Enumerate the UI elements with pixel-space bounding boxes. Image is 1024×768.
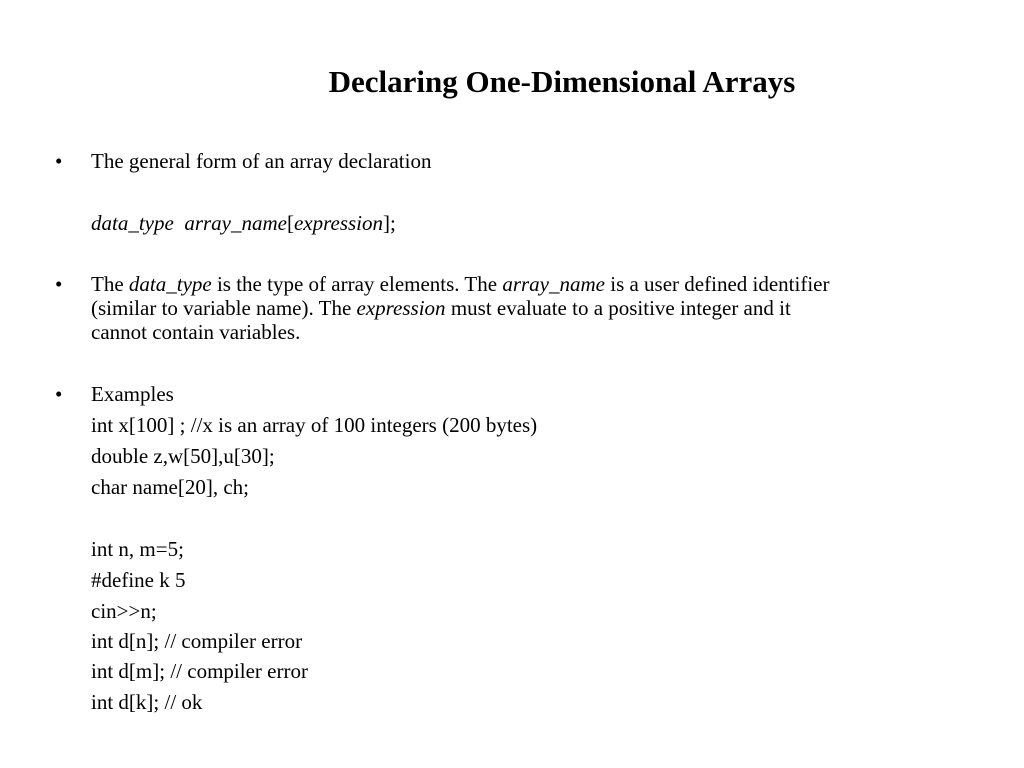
bullet-2-line-2-post: must evaluate to a positive integer and it xyxy=(445,296,791,320)
bullet-2-line-2 xyxy=(91,296,1011,320)
bullet-2-line-1-mid: is the type of array elements. The xyxy=(211,272,503,296)
term-data-type: data_type xyxy=(128,272,212,296)
code-line: double z,w[50],u[30]; xyxy=(91,444,275,468)
slide-title: Declaring One-Dimensional Arrays xyxy=(328,64,796,99)
bullet-2-line-2-pre: (similar to variable name). The xyxy=(91,296,357,320)
syntax-data-type: data_type xyxy=(91,211,174,235)
term-array-name: array_name xyxy=(502,272,605,296)
bullet-2-paragraph xyxy=(91,272,1011,344)
bullet-1-text: The general form of an array declaration xyxy=(91,149,432,173)
code-line: int n, m=5; xyxy=(91,537,184,561)
code-line: int x[100] ; //x is an array of 100 integers (200 bytes) xyxy=(91,413,538,437)
code-line: int d[n]; // compiler error xyxy=(91,629,303,653)
syntax-close-bracket: ]; xyxy=(383,211,396,235)
bullet-marker-3: • xyxy=(55,382,63,406)
code-line: cin>>n; xyxy=(91,599,157,623)
code-line: #define k 5 xyxy=(91,568,186,592)
examples-label: Examples xyxy=(91,382,174,406)
bullet-marker-2: • xyxy=(55,272,63,296)
syntax-expression: expression xyxy=(293,211,384,235)
declaration-syntax xyxy=(91,211,396,235)
bullet-2-line-3: cannot contain variables. xyxy=(91,320,301,344)
syntax-array-name: array_name xyxy=(184,211,287,235)
bullet-2-line-1-pre: The xyxy=(91,272,129,296)
syntax-gap xyxy=(174,211,185,235)
bullet-marker-1: • xyxy=(55,149,63,173)
code-line: char name[20], ch; xyxy=(91,475,250,499)
bullet-2-line-1-post: is a user defined identifier xyxy=(604,272,830,296)
code-line: int d[m]; // compiler error xyxy=(91,659,308,683)
code-line: int d[k]; // ok xyxy=(91,690,203,714)
bullet-2-line-1 xyxy=(91,272,1011,296)
syntax-open-bracket: [ xyxy=(286,211,294,235)
term-expression: expression xyxy=(356,296,446,320)
